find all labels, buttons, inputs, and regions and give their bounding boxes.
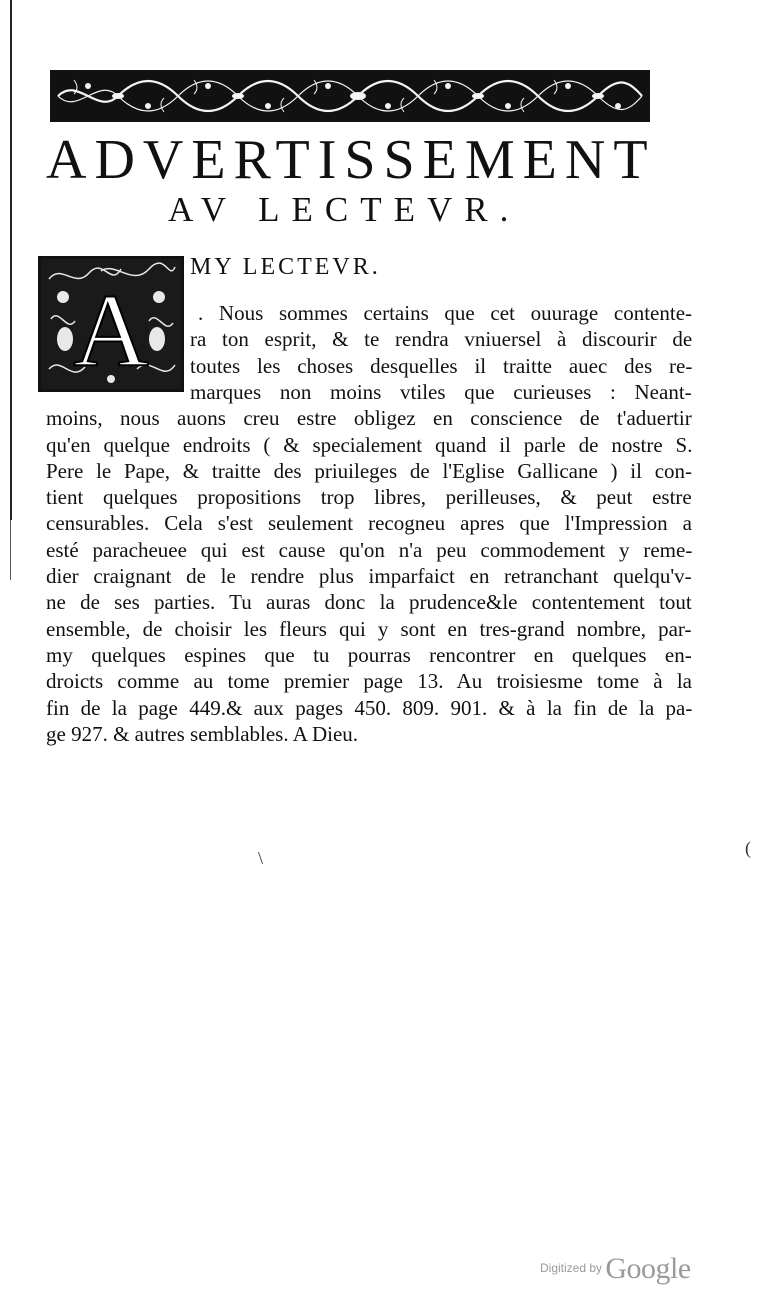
text-line: toutes les choses desquelles il traitte auec des re- [190, 353, 693, 378]
text-line: tient quelques propositions trop libres, perilleuses, & peut estre [46, 485, 692, 510]
text-line: droicts comme au tome premier page 13. Au troisiesme tome à la [46, 669, 693, 694]
salutation: MY LECTEVR. [190, 254, 381, 280]
text-line: moins, nous auons creu estre obligez en conscience de t'aduertir [46, 406, 692, 431]
stray-mark: \ [258, 848, 264, 868]
digitized-label: Digitized by [540, 1261, 603, 1275]
page-subtitle: AV LECTEVR. [168, 190, 521, 229]
stray-mark: ( [745, 838, 751, 858]
decorated-initial [38, 256, 184, 392]
text-line: Pere le Pape, & traitte des priuileges de l'Eglise Gallicane ) il con- [46, 458, 693, 483]
text-line: dier craignant de le rendre plus imparfaict en retranchant quelqu'v- [46, 564, 692, 588]
text-line: my quelques espines que tu pourras rencontrer en quelques en- [46, 642, 692, 667]
text-line: ensemble, de choisir les fleurs qui y sont en tres-grand nombre, par- [46, 616, 692, 641]
text-line: ge 927. & autres semblables. A Dieu. [46, 721, 359, 746]
page-binding-edge-lower [10, 520, 11, 580]
text-line: qu'en quelque endroits ( & specialement quand il parle de nostre S. [46, 432, 693, 457]
text-line: ne de ses parties. Tu auras donc la prudence&le contentement tout [46, 590, 692, 615]
digitized-credit [540, 1252, 691, 1285]
text-line: . Nous sommes certains que cet ouurage contente- [198, 301, 693, 325]
text-line: ra ton esprit, & te rendra vniuersel à discourir de [190, 327, 693, 352]
initial-letter: A [73, 273, 149, 388]
text-line: censurables. Cela s'est seulement recogneu apres que l'Impression a [46, 511, 692, 536]
text-line: fin de la page 449.& aux pages 450. 809. 901. & à la fin de la pa- [46, 695, 693, 720]
page-title: ADVERTISSEMENT [46, 129, 656, 191]
text-line: marques non moins vtiles que curieuses : Neant- [190, 379, 692, 404]
ornamental-headband [50, 70, 650, 122]
page-binding-edge [10, 0, 12, 520]
text-line: esté paracheuee qui est cause qu'on n'a peu commodement y reme- [46, 537, 693, 562]
google-logo: Google [605, 1251, 691, 1285]
